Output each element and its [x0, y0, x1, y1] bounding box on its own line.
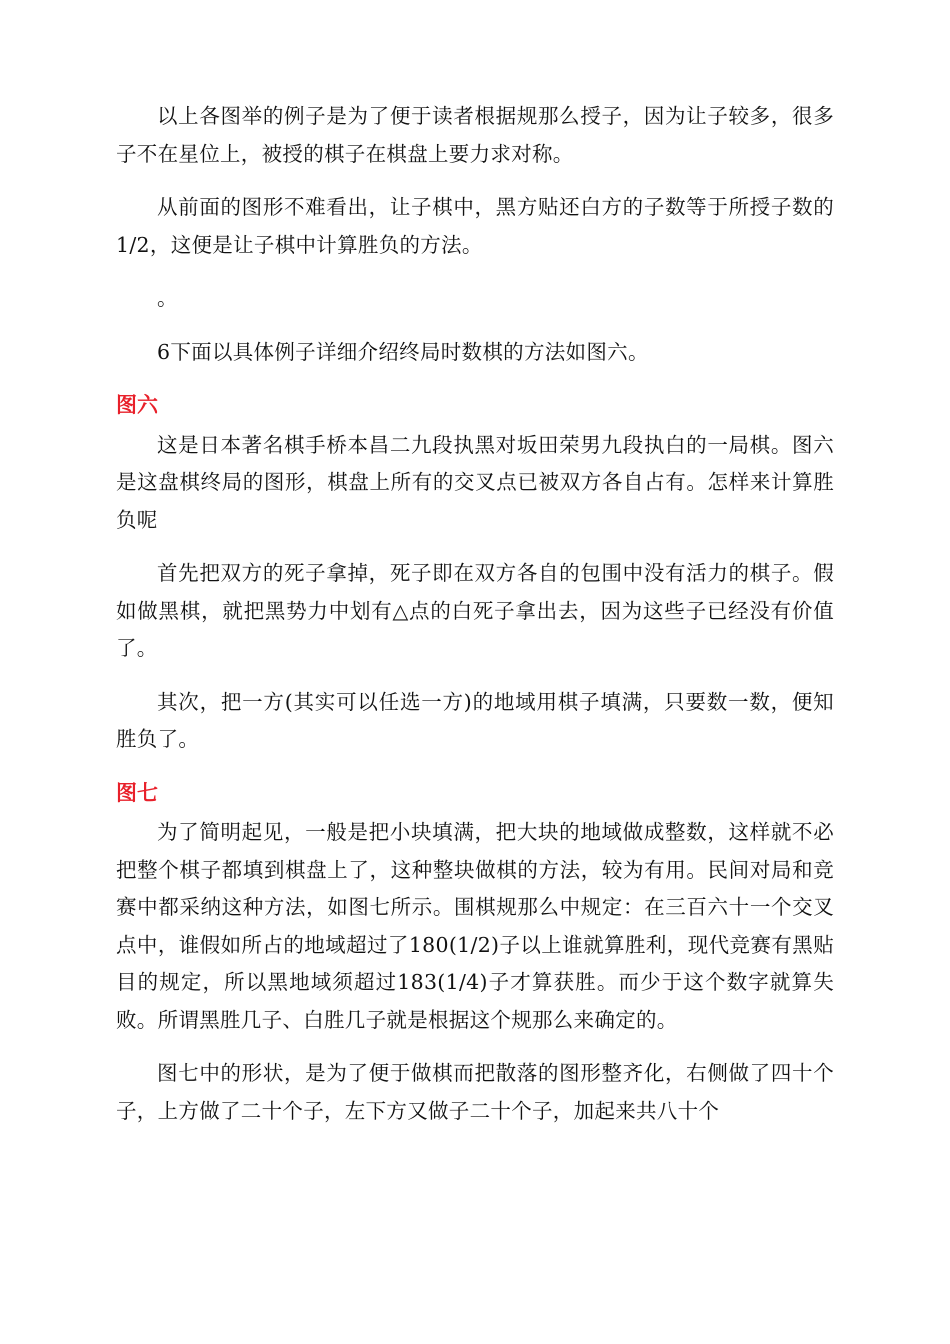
- paragraph-handicap-komi: 从前面的图形不难看出，让子棋中，黑方贴还白方的子数等于所授子数的1/2，这便是让子棋中计算胜负的方法。: [116, 195, 834, 257]
- paragraph-handicap-placement: 以上各图举的例子是为了便于读者根据规那么授子，因为让子较多，很多子不在星位上，被授的棋子在棋盘上要力求对称。: [116, 104, 834, 166]
- paragraph-counting-intro: 6下面以具体例子详细介绍终局时数棋的方法如图六。: [157, 339, 649, 364]
- heading-figure-7: 图七: [116, 780, 158, 805]
- heading-figure-6: 图六: [116, 393, 158, 417]
- paragraph-counting-rules: 为了简明起见，一般是把小块填满，把大块的地域做成整数，这样就不必把整个棋子都填到棋盘上了，这种整块做棋的方法，较为有用。民间对局和竞赛中都采纳这种方法，如图七所示。围棋规那么中规定：在三百六十一个交叉点中，谁假如所占的地域超过了180(1/2)子以上谁就算胜利，现代竞赛有黑贴目的规定，所以黑地域须超过183(1/4)子才算获胜。而少于这个数字就算失败。所谓黑胜几子、白胜几子就是根据这个规那么来确定的。: [116, 820, 834, 1032]
- document-page: [116, 98, 834, 1146]
- paragraph-game-description: 这是日本著名棋手桥本昌二九段执黑对坂田荣男九段执白的一局棋。图六是这盘棋终局的图形，棋盘上所有的交叉点已被双方各自占有。怎样来计算胜负呢: [116, 432, 834, 532]
- paragraph-remove-dead-stones: 首先把双方的死子拿掉，死子即在双方各自的包围中没有活力的棋子。假如做黑棋，就把黑势力中划有△点的白死子拿出去，因为这些子已经没有价值了。: [116, 561, 834, 660]
- paragraph-stray-mark: 。: [157, 286, 178, 310]
- paragraph-fill-territory: 其次，把一方(其实可以任选一方)的地域用棋子填满，只要数一数，便知胜负了。: [116, 689, 834, 751]
- paragraph-figure-7-shape: 图七中的形状，是为了便于做棋而把散落的图形整齐化，右侧做了四十个子，上方做了二十个子，左下方又做子二十个子，加起来共八十个: [116, 1061, 834, 1123]
